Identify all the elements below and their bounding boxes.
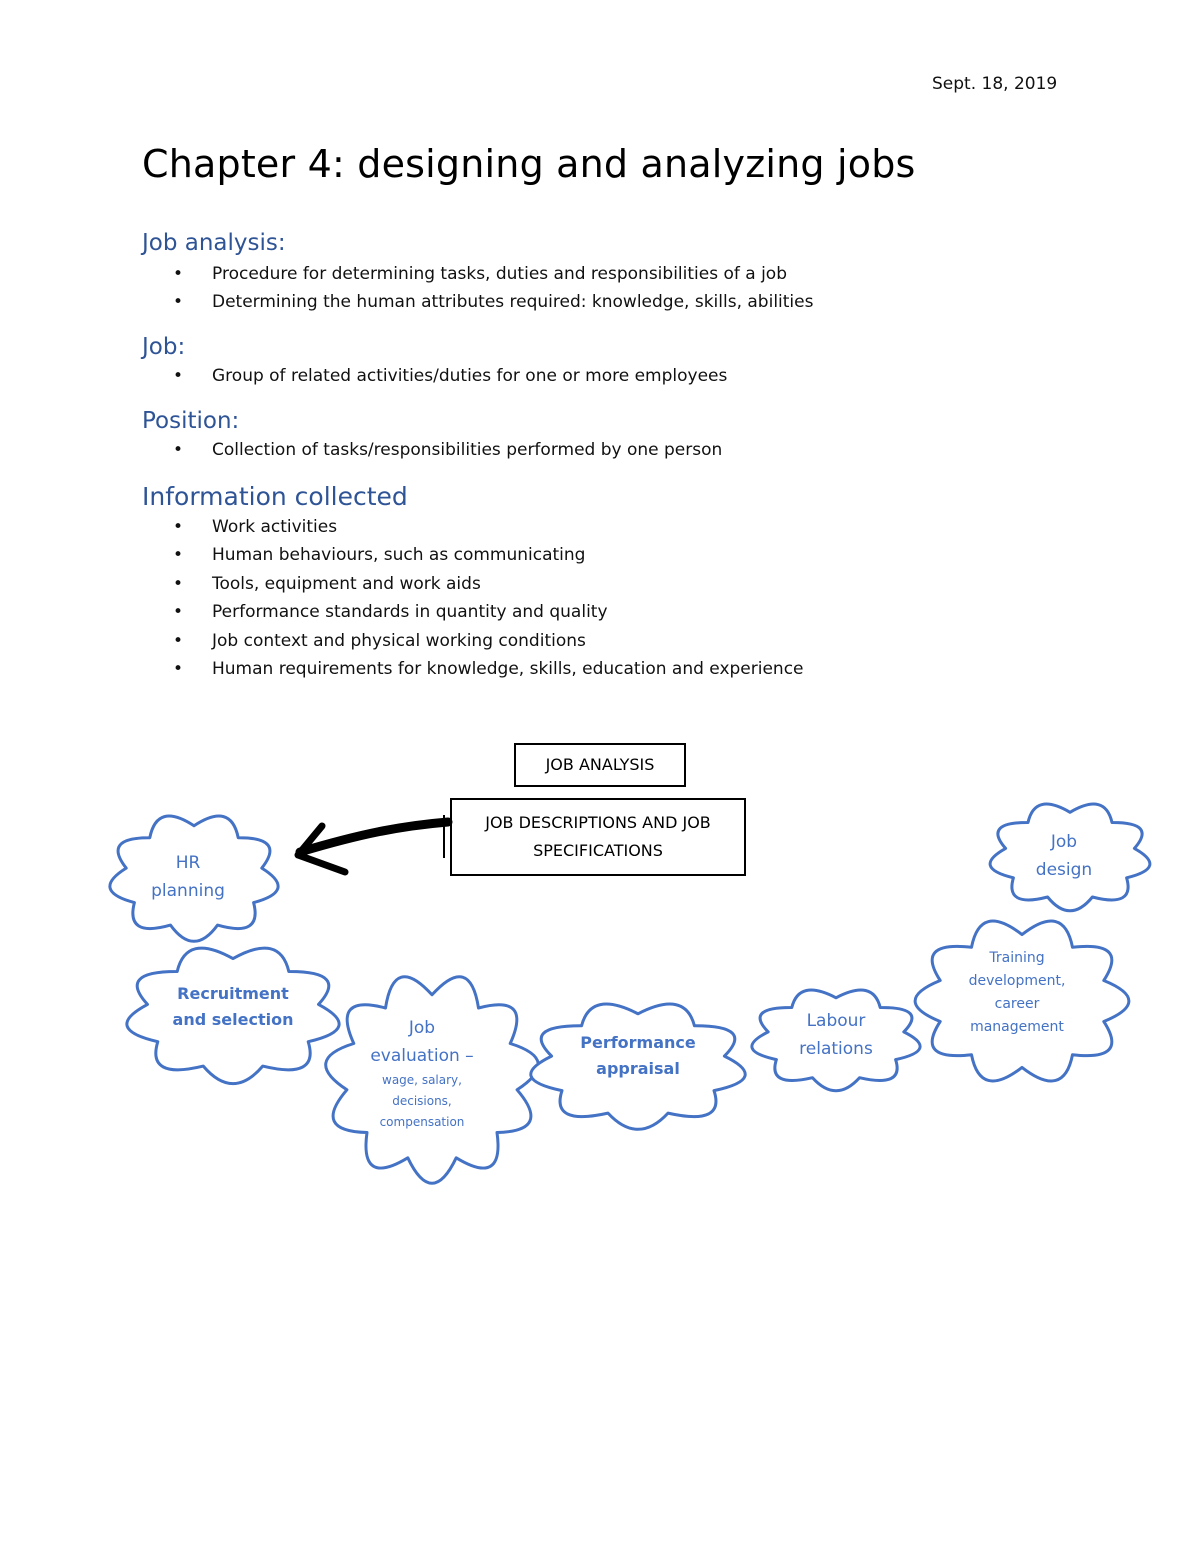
cloud-label: management: [970, 1019, 1064, 1035]
cloud-label: Performance: [580, 1033, 696, 1052]
chapter-title: Chapter 4: designing and analyzing jobs: [142, 142, 916, 186]
cloud-label: Recruitment: [177, 984, 289, 1003]
cloud-job-design: [990, 800, 1150, 912]
section-heading: Job:: [142, 334, 186, 360]
list-item: • Group of related activities/duties for one or more employees: [142, 362, 727, 390]
document-date: Sept. 18, 2019: [932, 74, 1058, 94]
list-item: • Job context and physical working conditions: [142, 627, 804, 655]
cloud-label: Job: [408, 1017, 436, 1038]
cloud-label: development,: [968, 973, 1066, 989]
cloud-job-evaluation: [328, 975, 536, 1181]
cloud-label: and selection: [172, 1010, 294, 1029]
cloud-label: HR: [175, 853, 201, 873]
cloud-label: relations: [799, 1039, 873, 1059]
cloud-label: career: [994, 996, 1040, 1012]
cloud-label: Training: [989, 950, 1045, 966]
section-heading: Position:: [142, 408, 240, 434]
cloud-sublabel: compensation: [379, 1114, 465, 1129]
cloud-training: [918, 918, 1126, 1084]
cloud-label: Labour: [806, 1011, 866, 1031]
list-item: • Performance standards in quantity and quality: [142, 598, 804, 626]
job-analysis-box: JOB ANALYSIS: [514, 743, 686, 787]
list-item: • Tools, equipment and work aids: [142, 570, 804, 598]
cloud-hr-planning: [110, 812, 278, 942]
cloud-label: Job: [1050, 832, 1078, 852]
cloud-label: evaluation –: [370, 1045, 474, 1066]
list-item: • Procedure for determining tasks, duties and responsibilities of a job: [142, 260, 813, 288]
cloud-performance: [532, 1000, 744, 1130]
cloud-recruitment: [128, 944, 338, 1084]
cloud-labour: [752, 986, 920, 1092]
cloud-sublabel: wage, salary,: [382, 1072, 462, 1087]
section-heading: Job analysis:: [142, 230, 286, 256]
cloud-sublabel: decisions,: [392, 1093, 452, 1108]
list-item: • Human requirements for knowledge, skills, education and experience: [142, 655, 804, 683]
cloud-label: design: [1035, 860, 1093, 880]
job-descriptions-box: JOB DESCRIPTIONS AND JOB SPECIFICATIONS: [450, 798, 746, 876]
cloud-label: appraisal: [596, 1059, 680, 1078]
cloud-label: planning: [151, 881, 225, 901]
list-item: • Collection of tasks/responsibilities performed by one person: [142, 436, 722, 464]
list-item: • Human behaviours, such as communicating: [142, 541, 804, 569]
list-item: • Determining the human attributes required: knowledge, skills, abilities: [142, 288, 813, 316]
section-heading: Information collected: [142, 482, 408, 511]
list-item: • Work activities: [142, 513, 804, 541]
